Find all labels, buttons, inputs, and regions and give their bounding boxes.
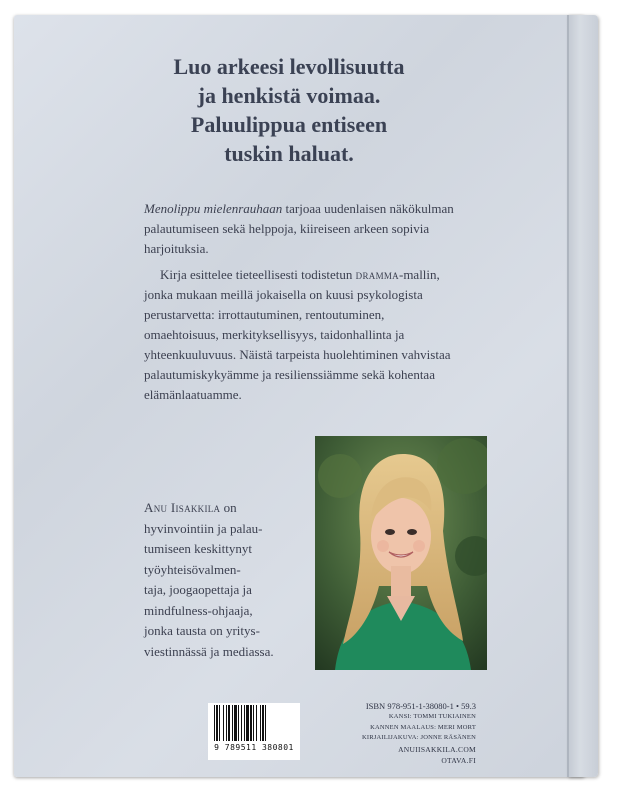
barcode-bar [244,705,245,741]
description-paragraph-2 [144,265,460,405]
author-bio [144,498,314,662]
headline-line-4: tuskin haluat. [224,141,354,166]
description-p2-start: Kirja esittelee tieteellisesti todistetun [160,267,356,282]
barcode-bar [241,705,242,741]
barcode-bar [265,705,266,741]
headline [90,52,488,168]
barcode-bar [234,705,237,741]
bio-line: taja, joogaopettaja ja [144,582,252,597]
description-p1-text: tarjoaa uudenlaisen näkökulman palautumiseen sekä helppoja, kiireiseen arkeen sopivia harjoituksia. [144,201,454,256]
barcode-bar [238,705,239,741]
headline-line-3: Paluulippua entiseen [190,112,388,137]
isbn-text: ISBN 978-951-1-38080-1 • 59.3 [365,701,476,711]
book-title: Menolippu mielenrauhaan [144,201,283,216]
bio-line-1 [144,498,314,519]
bio-line: jonka tausta on yritys- [144,623,260,638]
barcode-bar [253,705,254,741]
barcode-bars [208,703,300,743]
barcode-bar [256,705,257,741]
description-paragraph-1 [144,199,460,259]
barcode-bar [246,705,249,741]
bio-line: tumiseen keskittynyt [144,541,252,556]
spine-fold [567,15,569,777]
barcode-bar [228,705,230,741]
author-website: ANUIISAKKILA.COM [398,744,476,754]
headline-line-1: Luo arkeesi levollisuutta [173,54,405,79]
barcode-bar [250,705,252,741]
headline-line-2: ja henkistä voimaa. [197,83,381,108]
author-name: Anu Iisakkila [144,500,221,515]
barcode-bar [223,705,224,741]
barcode-bar [219,705,220,741]
isbn-barcode [208,703,300,760]
barcode-bar [232,705,233,741]
credits-block [330,700,476,766]
author-photo-credit: KIRJAILIJAKUVA: JONNE RÄSÄNEN [361,734,476,741]
model-name: dramma [355,267,399,282]
author-photo [315,436,487,670]
cover-credit: KANSI: TOMMI TUKIAINEN [388,713,476,720]
author-portrait-image [315,436,487,670]
barcode-number: 9 789511 380801 [214,743,294,752]
description-p2-text: -mallin, jonka mukaan meillä jokaisella on kuusi psykologista perustarvetta: irrottautuminen, rentoutuminen, omaehtoisuus, merkityksellisyys, taidonhallinta ja yhteenkuuluvuus. Näistä tarpeista huolehtiminen vahvistaa palautumiskykyämme ja resilienssiämme sekä kohentaa elämänlaatuamme. [144,267,451,402]
publisher-website: OTAVA.FI [441,755,476,765]
bio-line: viestinnässä ja mediassa. [144,643,274,659]
barcode-bar [216,705,218,741]
book-spine [568,15,598,777]
painting-credit: KANNEN MAALAUS: MERI MORT [370,723,476,731]
bio-line: työyhteisövalmen- [144,561,241,577]
book-description [144,199,460,405]
bio-line: hyvinvointiin ja palau- [144,520,263,536]
barcode-bar [262,705,264,741]
bio-line-1-rest: on [220,500,237,515]
barcode-bar [260,705,261,741]
barcode-bar [214,705,215,741]
barcode-bar [226,705,227,741]
bio-line: mindfulness-ohjaaja, [144,602,253,618]
